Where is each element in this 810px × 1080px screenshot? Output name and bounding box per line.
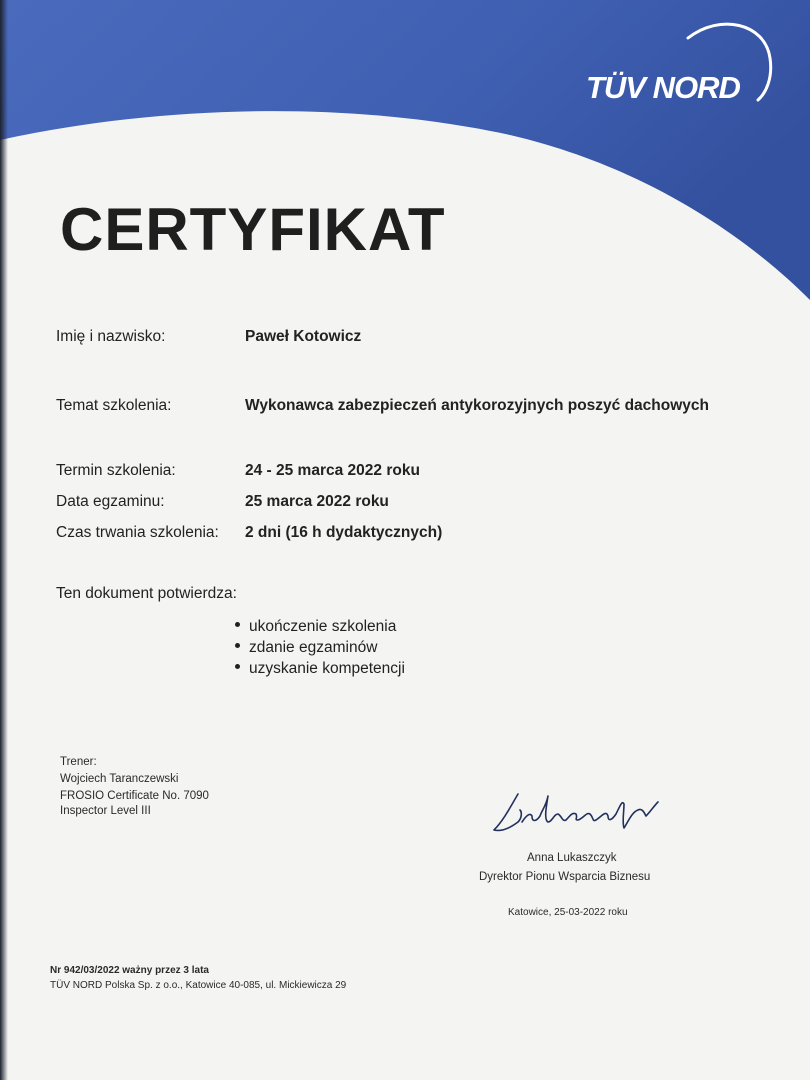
term-value: 24 - 25 marca 2022 roku bbox=[245, 462, 420, 479]
topic-label: Temat szkolenia: bbox=[56, 397, 172, 414]
confirmation-item: ukończenie szkolenia bbox=[235, 618, 396, 636]
trainer-level: Inspector Level III bbox=[60, 805, 151, 817]
page-edge-shadow bbox=[0, 0, 8, 1080]
signatory-position: Dyrektor Pionu Wsparcia Biznesu bbox=[479, 871, 651, 883]
name-value: Paweł Kotowicz bbox=[245, 328, 362, 345]
exam-date-value: 25 marca 2022 roku bbox=[245, 493, 389, 510]
topic-value: Wykonawca zabezpieczeń antykorozyjnych poszyć dachowych bbox=[245, 397, 710, 414]
confirmation-intro: Ten dokument potwierdza: bbox=[56, 585, 237, 602]
trainer-certificate: FROSIO Certificate No. 7090 bbox=[60, 790, 209, 802]
signature-image bbox=[488, 782, 668, 842]
name-label: Imię i nazwisko: bbox=[56, 328, 166, 345]
confirmation-item: uzyskanie kompetencji bbox=[235, 660, 405, 678]
bullet-icon bbox=[235, 643, 240, 648]
trainer-name: Wojciech Taranczewski bbox=[60, 773, 179, 785]
bullet-icon bbox=[235, 664, 240, 669]
place-date: Katowice, 25-03-2022 roku bbox=[508, 907, 628, 918]
certificate-title: CERTYFIKAT bbox=[60, 196, 446, 263]
signatory-name: Anna Lukaszczyk bbox=[527, 852, 617, 864]
confirmation-item: zdanie egzaminów bbox=[235, 639, 377, 657]
duration-label: Czas trwania szkolenia: bbox=[56, 524, 219, 541]
duration-value: 2 dni (16 h dydaktycznych) bbox=[245, 524, 443, 541]
bullet-icon bbox=[235, 622, 240, 627]
company-address: TÜV NORD Polska Sp. z o.o., Katowice 40-085, ul. Mickiewicza 29 bbox=[50, 980, 347, 991]
trainer-heading: Trener: bbox=[60, 756, 97, 768]
term-label: Termin szkolenia: bbox=[56, 462, 176, 479]
tuv-nord-logo: TÜV NORD bbox=[586, 70, 740, 105]
exam-date-label: Data egzaminu: bbox=[56, 493, 165, 510]
certificate-number: Nr 942/03/2022 ważny przez 3 lata bbox=[50, 965, 209, 976]
